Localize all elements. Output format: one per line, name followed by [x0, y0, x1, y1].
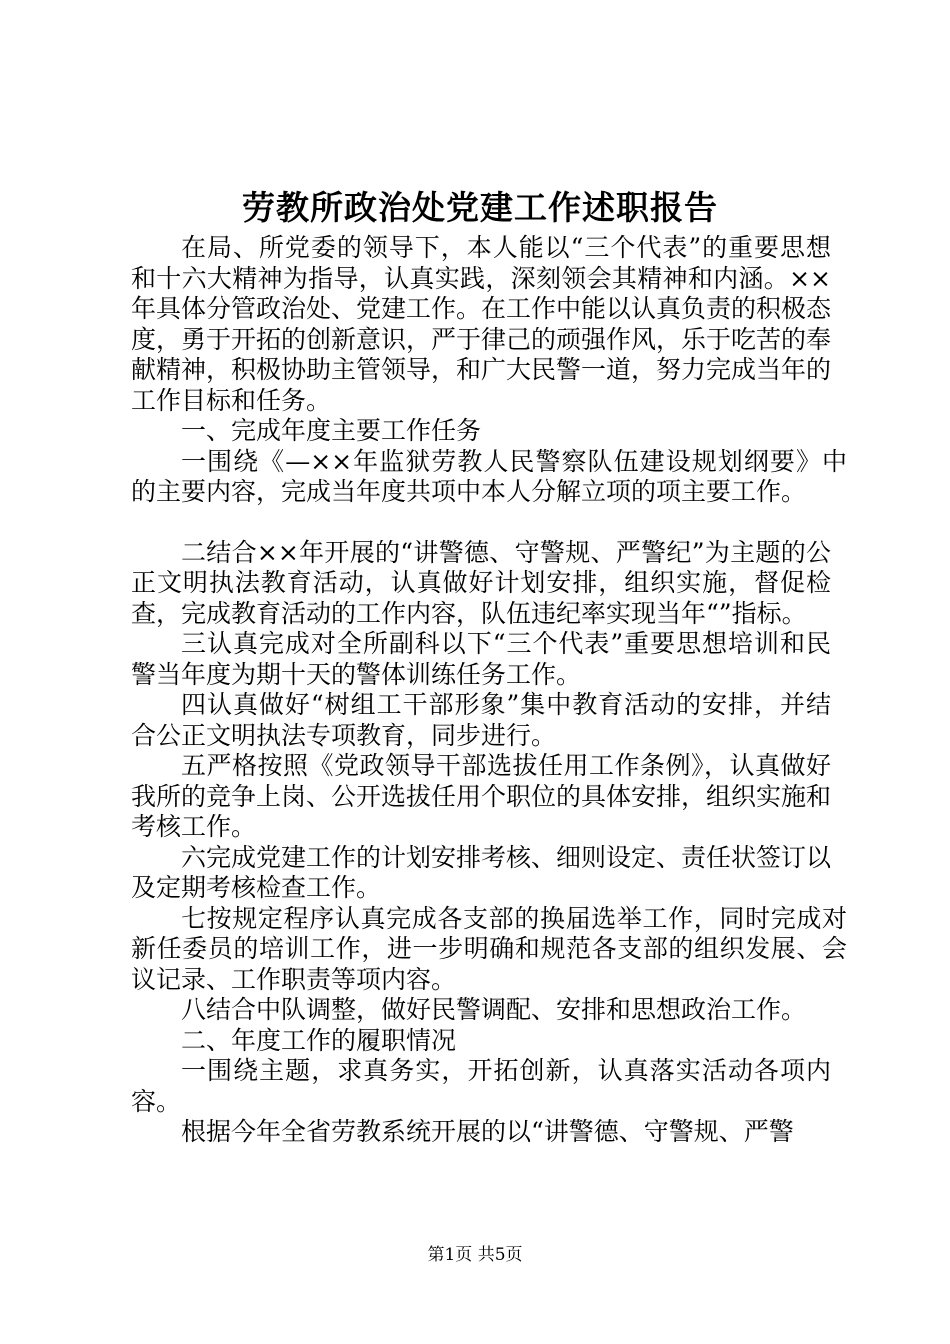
list-item-4: 四认真做好“树组工干部形象”集中教育活动的安排，并结合公正文明执法专项教育，同步进行。: [131, 690, 831, 750]
list-item-3: 三认真完成对全所副科以下“三个代表”重要思想培训和民警当年度为期十天的警体训练任务工作。: [131, 629, 831, 689]
section-heading-1: 一、完成年度主要工作任务: [181, 416, 482, 445]
list-item-2: 二结合××年开展的“讲警德、守警规、严警纪”为主题的公正文明执法教育活动，认真做好计划安排，组织实施，督促检查，完成教育活动的工作内容，队伍违纪率实现当年“”指标。: [131, 537, 831, 628]
section-heading-2: 二、年度工作的履职情况: [181, 1025, 457, 1055]
page-footer: 第1页 共5页: [427, 1245, 523, 1265]
paragraph-continued: 根据今年全省劳教系统开展的以“讲警德、守警规、严警: [181, 1117, 794, 1146]
document-body: [131, 233, 847, 1148]
list-item-8: 八结合中队调整，做好民警调配、安排和思想政治工作。: [181, 995, 807, 1024]
list-item-9: 一围绕主题，求真务实，开拓创新，认真落实活动各项内容。: [131, 1056, 831, 1116]
list-item-6: 六完成党建工作的计划安排考核、细则设定、责任状签订以及定期考核检查工作。: [131, 842, 832, 902]
list-item-5: 五严格按照《党政领导干部选拔任用工作条例》，认真做好我所的竞争上岗、公开选拔任用个职位的具体安排，组织实施和考核工作。: [131, 751, 832, 841]
list-item-7: 七按规定程序认真完成各支部的换届选举工作，同时完成对新任委员的培训工作，进一步明确和规范各支部的组织发展、会议记录、工作职责等项内容。: [131, 903, 847, 994]
list-item-1: 一围绕《—××年监狱劳教人民警察队伍建设规划纲要》中的主要内容，完成当年度共项中本人分解立项的项主要工作。: [131, 446, 847, 506]
document-title: 劳教所政治处党建工作述职报告: [242, 188, 718, 227]
paragraph-intro: 在局、所党委的领导下，本人能以“三个代表”的重要思想和十六大精神为指导，认真实践，深刻领会其精神和内涵。××年具体分管政治处、党建工作。在工作中能以认真负责的积极态度，勇于开拓的创新意识，严于律己的顽强作风，乐于吃苦的奉献精神，积极协助主管领导，和广大民警一道，努力完成当年的工作目标和任务。: [131, 233, 832, 415]
